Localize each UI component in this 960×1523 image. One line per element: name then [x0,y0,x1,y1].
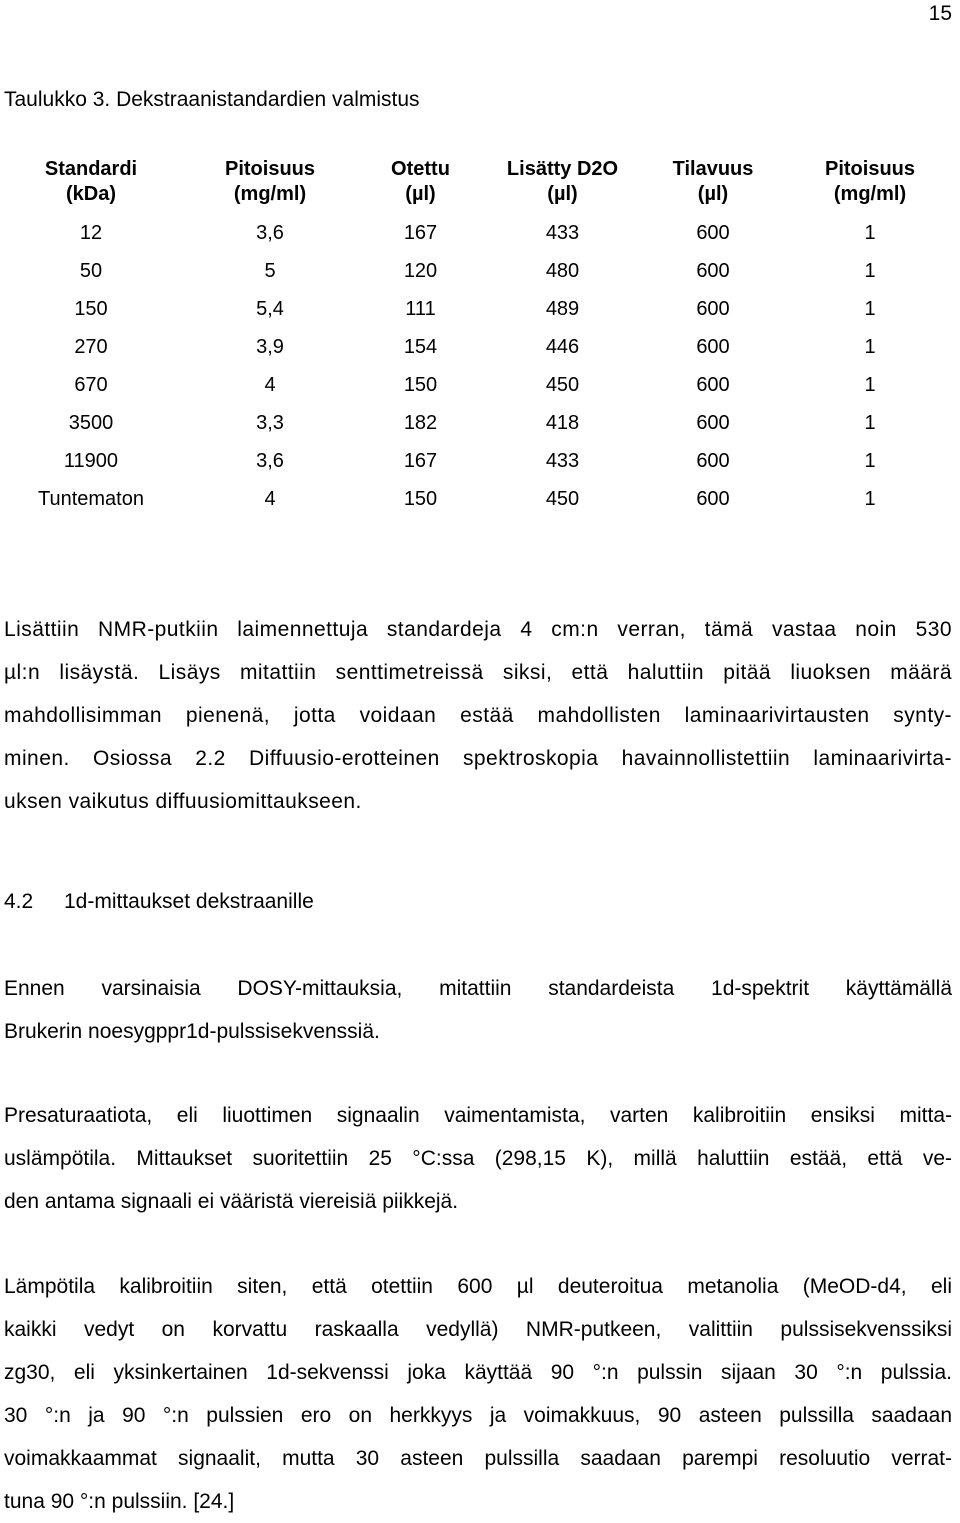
table-cell: 3500 [68,412,114,434]
table-cell: 3,6 [256,450,284,472]
table-cell: 111 [405,298,436,320]
table-cell: 150 [403,488,438,510]
table-cell: 11900 [63,450,119,472]
table-cell: 450 [545,488,580,510]
table-cell: 120 [403,260,438,282]
paragraph-line: minen. Osiossa 2.2 Diffuusio-erotteinen spektroskopia havainnollistettiin laminaarivirta- [4,747,952,770]
table-row [4,366,960,404]
header-line: Standardi [44,158,138,180]
paragraph-line: µl:n lisäystä. Lisäys mitattiin senttimetreissä siksi, että haluttiin pitää liuoksen määrä [4,661,952,684]
column-header-otettu [362,157,479,214]
column-header-standardi [4,157,178,214]
table-cell: 50 [79,260,103,282]
table-header-row [4,157,960,214]
paragraph-line: uksen vaikutus diffuusiomittaukseen. [4,790,362,813]
table-cell: 4 [264,488,276,510]
table-cell: 433 [545,222,580,244]
table-cell: 3,3 [256,412,284,434]
paragraph-line: mahdollisimman pienenä, jotta voidaan estää mahdollisten laminaarivirtausten synty- [4,704,952,727]
section-title: 1d-mittaukset dekstraanille [64,890,314,913]
paragraph-presaturation [4,1094,952,1223]
table-cell: 1 [864,222,876,244]
table-cell: 182 [403,412,438,434]
table-row [4,328,960,366]
paragraph-line: Lämpötila kalibroitiin siten, että otettiin 600 µl deuteroitua metanolia (MeOD-d4, eli [4,1275,952,1298]
header-unit: (kDa) [65,183,116,205]
paragraph-nmr-tubes [4,608,952,823]
table-row [4,214,960,252]
table-cell: 600 [696,412,730,434]
table-cell: 600 [696,450,730,472]
column-header-pitoisuus [178,157,362,214]
table-cell: 1 [864,336,876,358]
table-cell: 3,6 [256,222,284,244]
table-cell: 489 [545,298,580,320]
standards-table [4,157,960,518]
paragraph-line: Presaturaatiota, eli liuottimen signaalin vaimentamista, varten kalibroitiin ensiksi mitta- [4,1104,952,1127]
header-line: Otettu [391,158,450,180]
table-cell: 1 [864,260,876,282]
table-cell: 600 [696,374,730,396]
table-cell: 5 [264,260,276,282]
section-number: 4.2 [4,890,34,913]
table-cell: 167 [403,450,438,472]
table-cell: 1 [864,450,876,472]
section-heading [4,890,314,914]
header-unit: (µl) [547,183,578,205]
paragraph-line: kaikki vedyt on korvattu raskaalla vedyllä) NMR-putkeen, valittiin pulssisekvenssiksi [4,1318,952,1341]
table-cell: 154 [403,336,438,358]
table-cell: 12 [79,222,103,244]
table-cell: Tuntematon [38,488,144,510]
column-header-lisatty-d2o [479,157,646,214]
paragraph-line: voimakkaammat signaalit, mutta 30 asteen pulssilla saadaan parempi resoluutio verrat- [4,1447,952,1470]
table-cell: 1 [864,298,876,320]
table-cell: 1 [864,374,876,396]
paragraph-dosy [4,967,952,1053]
table-cell: 600 [696,298,730,320]
table-cell: 5,4 [256,298,284,320]
table-row [4,404,960,442]
table-cell: 446 [545,336,580,358]
paragraph-line: tuna 90 °:n pulssiin. [24.] [4,1490,235,1513]
table-cell: 1 [864,488,876,510]
paragraph-line: den antama signaali ei vääristä viereisiä piikkejä. [4,1190,459,1213]
table-row [4,252,960,290]
table-cell: 450 [545,374,580,396]
table-cell: 670 [74,374,108,396]
paragraph-line: 30 °:n ja 90 °:n pulssien ero on herkkyys ja voimakkuus, 90 asteen pulssilla saadaan [4,1404,952,1427]
paragraph-temperature-calibration [4,1265,952,1523]
table-cell: 600 [696,222,730,244]
header-unit: (mg/ml) [833,183,907,205]
table-cell: 1 [864,412,876,434]
page-number: 15 [928,2,952,25]
table-row [4,290,960,328]
header-line: Tilavuus [672,158,754,180]
header-unit: (mg/ml) [233,183,307,205]
header-unit: (µl) [405,183,436,205]
table-cell: 3,9 [256,336,284,358]
table-cell: 600 [696,488,730,510]
table-cell: 600 [696,260,730,282]
header-unit: (µl) [697,183,729,205]
header-line: Pitoisuus [824,158,915,180]
paragraph-line: Lisättiin NMR-putkiin laimennettuja standardeja 4 cm:n verran, tämä vastaa noin 530 [4,618,952,641]
table-row [4,480,960,518]
column-header-pitoisuus-final [780,157,960,214]
table-cell: 150 [403,374,438,396]
paragraph-line: zg30, eli yksinkertainen 1d-sekvenssi joka käyttää 90 °:n pulssin sijaan 30 °:n pulssia. [4,1361,952,1384]
paragraph-line: uslämpötila. Mittaukset suoritettiin 25 °C:ssa (298,15 K), millä haluttiin estää, että ve- [4,1147,952,1170]
table-cell: 270 [74,336,108,358]
table-cell: 4 [264,374,276,396]
table-cell: 480 [545,260,580,282]
header-line: Lisätty D2O [506,158,619,180]
column-header-tilavuus [646,157,780,214]
table-cell: 150 [74,298,108,320]
table-cell: 167 [403,222,438,244]
header-line: Pitoisuus [224,158,315,180]
table-row [4,442,960,480]
paragraph-line: Ennen varsinaisia DOSY-mittauksia, mitattiin standardeista 1d-spektrit käyttämällä [4,977,952,1000]
table-cell: 433 [545,450,580,472]
table-cell: 600 [696,336,730,358]
table-cell: 418 [545,412,580,434]
table-caption: Taulukko 3. Dekstraanistandardien valmistus [4,88,420,111]
paragraph-line: Brukerin noesygppr1d-pulssisekvenssiä. [4,1020,380,1043]
